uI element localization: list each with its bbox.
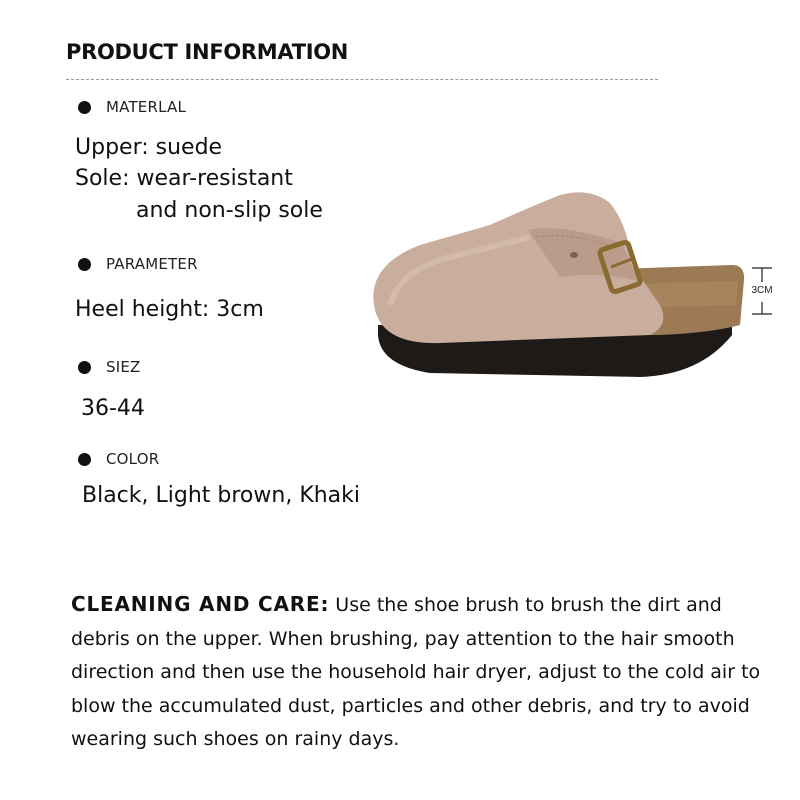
bullet-icon xyxy=(78,453,91,466)
page-title: PRODUCT INFORMATION xyxy=(66,40,349,64)
title-divider xyxy=(66,79,658,80)
parameter-heel: Heel height: 3cm xyxy=(75,297,264,322)
material-heading xyxy=(78,97,186,117)
color-heading xyxy=(78,449,159,469)
material-heading-label: MATERLAL xyxy=(106,98,187,116)
parameter-heading-label: PARAMETER xyxy=(106,255,198,273)
material-upper: Upper: suede xyxy=(75,135,223,160)
parameter-heading xyxy=(78,254,198,274)
bullet-icon xyxy=(78,258,91,271)
bullet-icon xyxy=(78,101,91,114)
clog-illustration xyxy=(360,185,780,395)
color-options: Black, Light brown, Khaki xyxy=(82,483,361,508)
material-sole-line2: and non-slip sole xyxy=(136,198,323,223)
size-range: 36-44 xyxy=(81,396,145,421)
color-heading-label: COLOR xyxy=(106,450,160,468)
cleaning-care-body: Use the shoe brush to brush the dirt and debris on the upper. When brushing, pay attention to the hair smooth direction and then use the household hair dryer, adjust to the cold air to blow the accumulated dust, particles and other debris, and try to avoid wearing such shoes on rainy days. xyxy=(71,594,761,750)
material-sole-line1: Sole: wear-resistant xyxy=(75,166,293,191)
cleaning-care-text xyxy=(71,588,761,757)
bullet-icon xyxy=(78,361,91,374)
size-heading-label: SIEZ xyxy=(106,358,141,376)
heel-height-label: 3CM xyxy=(751,285,773,296)
cleaning-care-label: CLEANING AND CARE: xyxy=(71,592,330,616)
size-heading xyxy=(78,357,141,377)
